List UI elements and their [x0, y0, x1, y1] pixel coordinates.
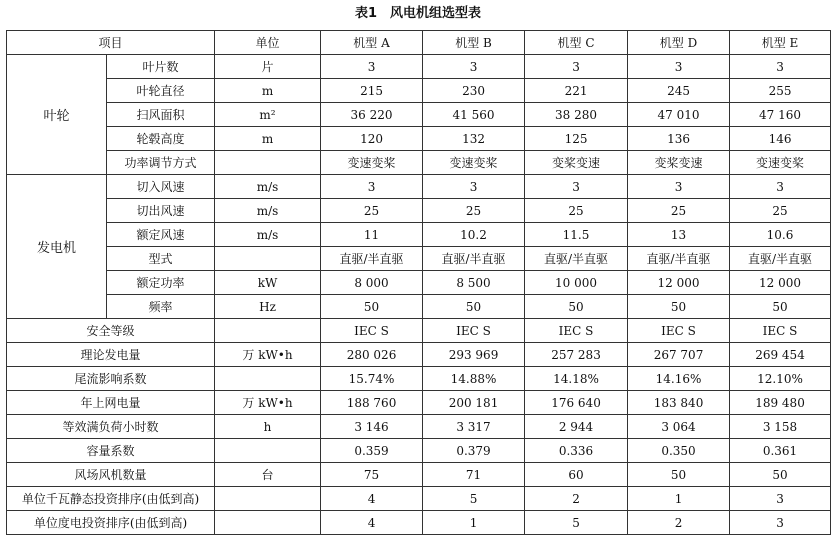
- row-value: 267 707: [628, 343, 730, 367]
- row-value: 50: [628, 463, 730, 487]
- row-value: 15.74%: [321, 367, 423, 391]
- row-label: 尾流影响系数: [7, 367, 215, 391]
- header-model: 机型 E: [730, 31, 831, 55]
- row-value: 269 454: [730, 343, 831, 367]
- row-unit: m: [215, 127, 321, 151]
- row-value: 3: [525, 55, 628, 79]
- row-value: 50: [321, 295, 423, 319]
- row-unit: m/s: [215, 199, 321, 223]
- table-row: [7, 367, 831, 391]
- turbine-selection-table: [6, 30, 831, 535]
- row-value: 3: [628, 55, 730, 79]
- row-value: 变桨变速: [628, 151, 730, 175]
- row-label: 扫风面积: [107, 103, 215, 127]
- table-row: [7, 175, 831, 199]
- row-value: 50: [730, 295, 831, 319]
- row-unit: [215, 319, 321, 343]
- group-impeller: 叶轮: [7, 55, 107, 175]
- row-unit: m/s: [215, 175, 321, 199]
- table-row: [7, 295, 831, 319]
- row-value: 3: [730, 487, 831, 511]
- row-value: 230: [423, 79, 525, 103]
- row-value: 变速变桨: [730, 151, 831, 175]
- table-row: [7, 79, 831, 103]
- row-value: 3: [321, 55, 423, 79]
- row-value: 3 317: [423, 415, 525, 439]
- table-row: [7, 487, 831, 511]
- row-value: 71: [423, 463, 525, 487]
- row-value: 10 000: [525, 271, 628, 295]
- table-row: [7, 271, 831, 295]
- header-item: 项目: [7, 31, 215, 55]
- row-label: 容量系数: [7, 439, 215, 463]
- header-model: 机型 D: [628, 31, 730, 55]
- row-value: 60: [525, 463, 628, 487]
- row-value: 11.5: [525, 223, 628, 247]
- row-value: 36 220: [321, 103, 423, 127]
- row-value: 变桨变速: [525, 151, 628, 175]
- table-caption: 表1 风电机组选型表: [354, 6, 482, 21]
- row-value: 3: [730, 511, 831, 535]
- row-label: 轮毂高度: [107, 127, 215, 151]
- row-value: 136: [628, 127, 730, 151]
- row-value: 10.6: [730, 223, 831, 247]
- row-label: 额定功率: [107, 271, 215, 295]
- row-value: IEC S: [525, 319, 628, 343]
- row-value: 215: [321, 79, 423, 103]
- row-value: 125: [525, 127, 628, 151]
- row-value: 0.336: [525, 439, 628, 463]
- row-unit: m: [215, 79, 321, 103]
- header-model: 机型 C: [525, 31, 628, 55]
- row-value: 132: [423, 127, 525, 151]
- table-row: [7, 415, 831, 439]
- row-label: 额定风速: [107, 223, 215, 247]
- row-value: 13: [628, 223, 730, 247]
- row-unit: 片: [215, 55, 321, 79]
- row-value: 280 026: [321, 343, 423, 367]
- row-value: 12 000: [628, 271, 730, 295]
- row-unit: [215, 247, 321, 271]
- row-unit: h: [215, 415, 321, 439]
- row-value: 257 283: [525, 343, 628, 367]
- row-value: 0.350: [628, 439, 730, 463]
- row-value: 直驱/半直驱: [423, 247, 525, 271]
- table-row: [7, 199, 831, 223]
- row-label: 切出风速: [107, 199, 215, 223]
- table-row: [7, 463, 831, 487]
- row-unit: [215, 511, 321, 535]
- group-generator: 发电机: [7, 175, 107, 319]
- row-value: 3 146: [321, 415, 423, 439]
- row-value: 2: [628, 511, 730, 535]
- row-value: 变速变桨: [423, 151, 525, 175]
- row-value: 0.361: [730, 439, 831, 463]
- row-value: 47 010: [628, 103, 730, 127]
- row-value: 11: [321, 223, 423, 247]
- row-unit: m/s: [215, 223, 321, 247]
- row-label: 单位千瓦静态投资排序(由低到高): [7, 487, 215, 511]
- row-value: 25: [628, 199, 730, 223]
- row-value: 25: [321, 199, 423, 223]
- header-model: 机型 A: [321, 31, 423, 55]
- row-value: 293 969: [423, 343, 525, 367]
- row-label: 单位度电投资排序(由低到高): [7, 511, 215, 535]
- row-value: 14.88%: [423, 367, 525, 391]
- row-label: 风场风机数量: [7, 463, 215, 487]
- row-value: 12.10%: [730, 367, 831, 391]
- row-value: 41 560: [423, 103, 525, 127]
- row-value: IEC S: [730, 319, 831, 343]
- table-row: [7, 127, 831, 151]
- row-unit: kW: [215, 271, 321, 295]
- row-value: 188 760: [321, 391, 423, 415]
- row-unit: [215, 367, 321, 391]
- row-value: 3: [423, 175, 525, 199]
- row-value: 3: [423, 55, 525, 79]
- row-value: 75: [321, 463, 423, 487]
- table-row: [7, 391, 831, 415]
- row-value: IEC S: [423, 319, 525, 343]
- row-value: 2 944: [525, 415, 628, 439]
- row-value: 38 280: [525, 103, 628, 127]
- row-value: 255: [730, 79, 831, 103]
- header-row: [7, 31, 831, 55]
- table-row: [7, 223, 831, 247]
- row-value: 8 500: [423, 271, 525, 295]
- row-value: 50: [730, 463, 831, 487]
- row-value: 12 000: [730, 271, 831, 295]
- table-row: [7, 151, 831, 175]
- table-row: [7, 439, 831, 463]
- row-value: 直驱/半直驱: [525, 247, 628, 271]
- row-value: 4: [321, 511, 423, 535]
- row-value: 0.379: [423, 439, 525, 463]
- row-unit: [215, 439, 321, 463]
- row-label: 频率: [107, 295, 215, 319]
- row-label: 理论发电量: [7, 343, 215, 367]
- row-value: 8 000: [321, 271, 423, 295]
- row-value: 189 480: [730, 391, 831, 415]
- row-label: 等效满负荷小时数: [7, 415, 215, 439]
- row-value: 2: [525, 487, 628, 511]
- row-label: 切入风速: [107, 175, 215, 199]
- row-value: 直驱/半直驱: [628, 247, 730, 271]
- row-value: 14.18%: [525, 367, 628, 391]
- row-unit: [215, 151, 321, 175]
- row-value: 5: [423, 487, 525, 511]
- row-value: 直驱/半直驱: [730, 247, 831, 271]
- table-row: [7, 55, 831, 79]
- row-value: IEC S: [321, 319, 423, 343]
- row-label: 叶轮直径: [107, 79, 215, 103]
- row-value: 3: [730, 55, 831, 79]
- row-value: 直驱/半直驱: [321, 247, 423, 271]
- row-value: 176 640: [525, 391, 628, 415]
- row-value: 3: [525, 175, 628, 199]
- row-label: 功率调节方式: [107, 151, 215, 175]
- header-model: 机型 B: [423, 31, 525, 55]
- row-value: 14.16%: [628, 367, 730, 391]
- row-value: 3: [321, 175, 423, 199]
- row-value: 50: [423, 295, 525, 319]
- table-row: [7, 247, 831, 271]
- row-value: 3: [628, 175, 730, 199]
- row-label: 年上网电量: [7, 391, 215, 415]
- row-unit: [215, 487, 321, 511]
- table-row: [7, 103, 831, 127]
- row-value: 25: [730, 199, 831, 223]
- row-value: IEC S: [628, 319, 730, 343]
- row-value: 5: [525, 511, 628, 535]
- row-label: 安全等级: [7, 319, 215, 343]
- row-value: 1: [628, 487, 730, 511]
- row-unit: Hz: [215, 295, 321, 319]
- row-value: 25: [525, 199, 628, 223]
- row-unit: 台: [215, 463, 321, 487]
- row-value: 200 181: [423, 391, 525, 415]
- row-value: 47 160: [730, 103, 831, 127]
- row-value: 50: [525, 295, 628, 319]
- row-value: 221: [525, 79, 628, 103]
- row-value: 0.359: [321, 439, 423, 463]
- row-unit: m²: [215, 103, 321, 127]
- row-value: 10.2: [423, 223, 525, 247]
- header-unit: 单位: [215, 31, 321, 55]
- row-unit: 万 kW•h: [215, 343, 321, 367]
- row-label: 叶片数: [107, 55, 215, 79]
- row-value: 3 158: [730, 415, 831, 439]
- row-unit: 万 kW•h: [215, 391, 321, 415]
- row-value: 变速变桨: [321, 151, 423, 175]
- table-row: [7, 511, 831, 535]
- row-value: 3 064: [628, 415, 730, 439]
- row-value: 120: [321, 127, 423, 151]
- row-value: 146: [730, 127, 831, 151]
- row-value: 4: [321, 487, 423, 511]
- row-value: 245: [628, 79, 730, 103]
- row-value: 25: [423, 199, 525, 223]
- row-value: 183 840: [628, 391, 730, 415]
- table-row: [7, 319, 831, 343]
- row-label: 型式: [107, 247, 215, 271]
- table-row: [7, 343, 831, 367]
- row-value: 50: [628, 295, 730, 319]
- row-value: 3: [730, 175, 831, 199]
- row-value: 1: [423, 511, 525, 535]
